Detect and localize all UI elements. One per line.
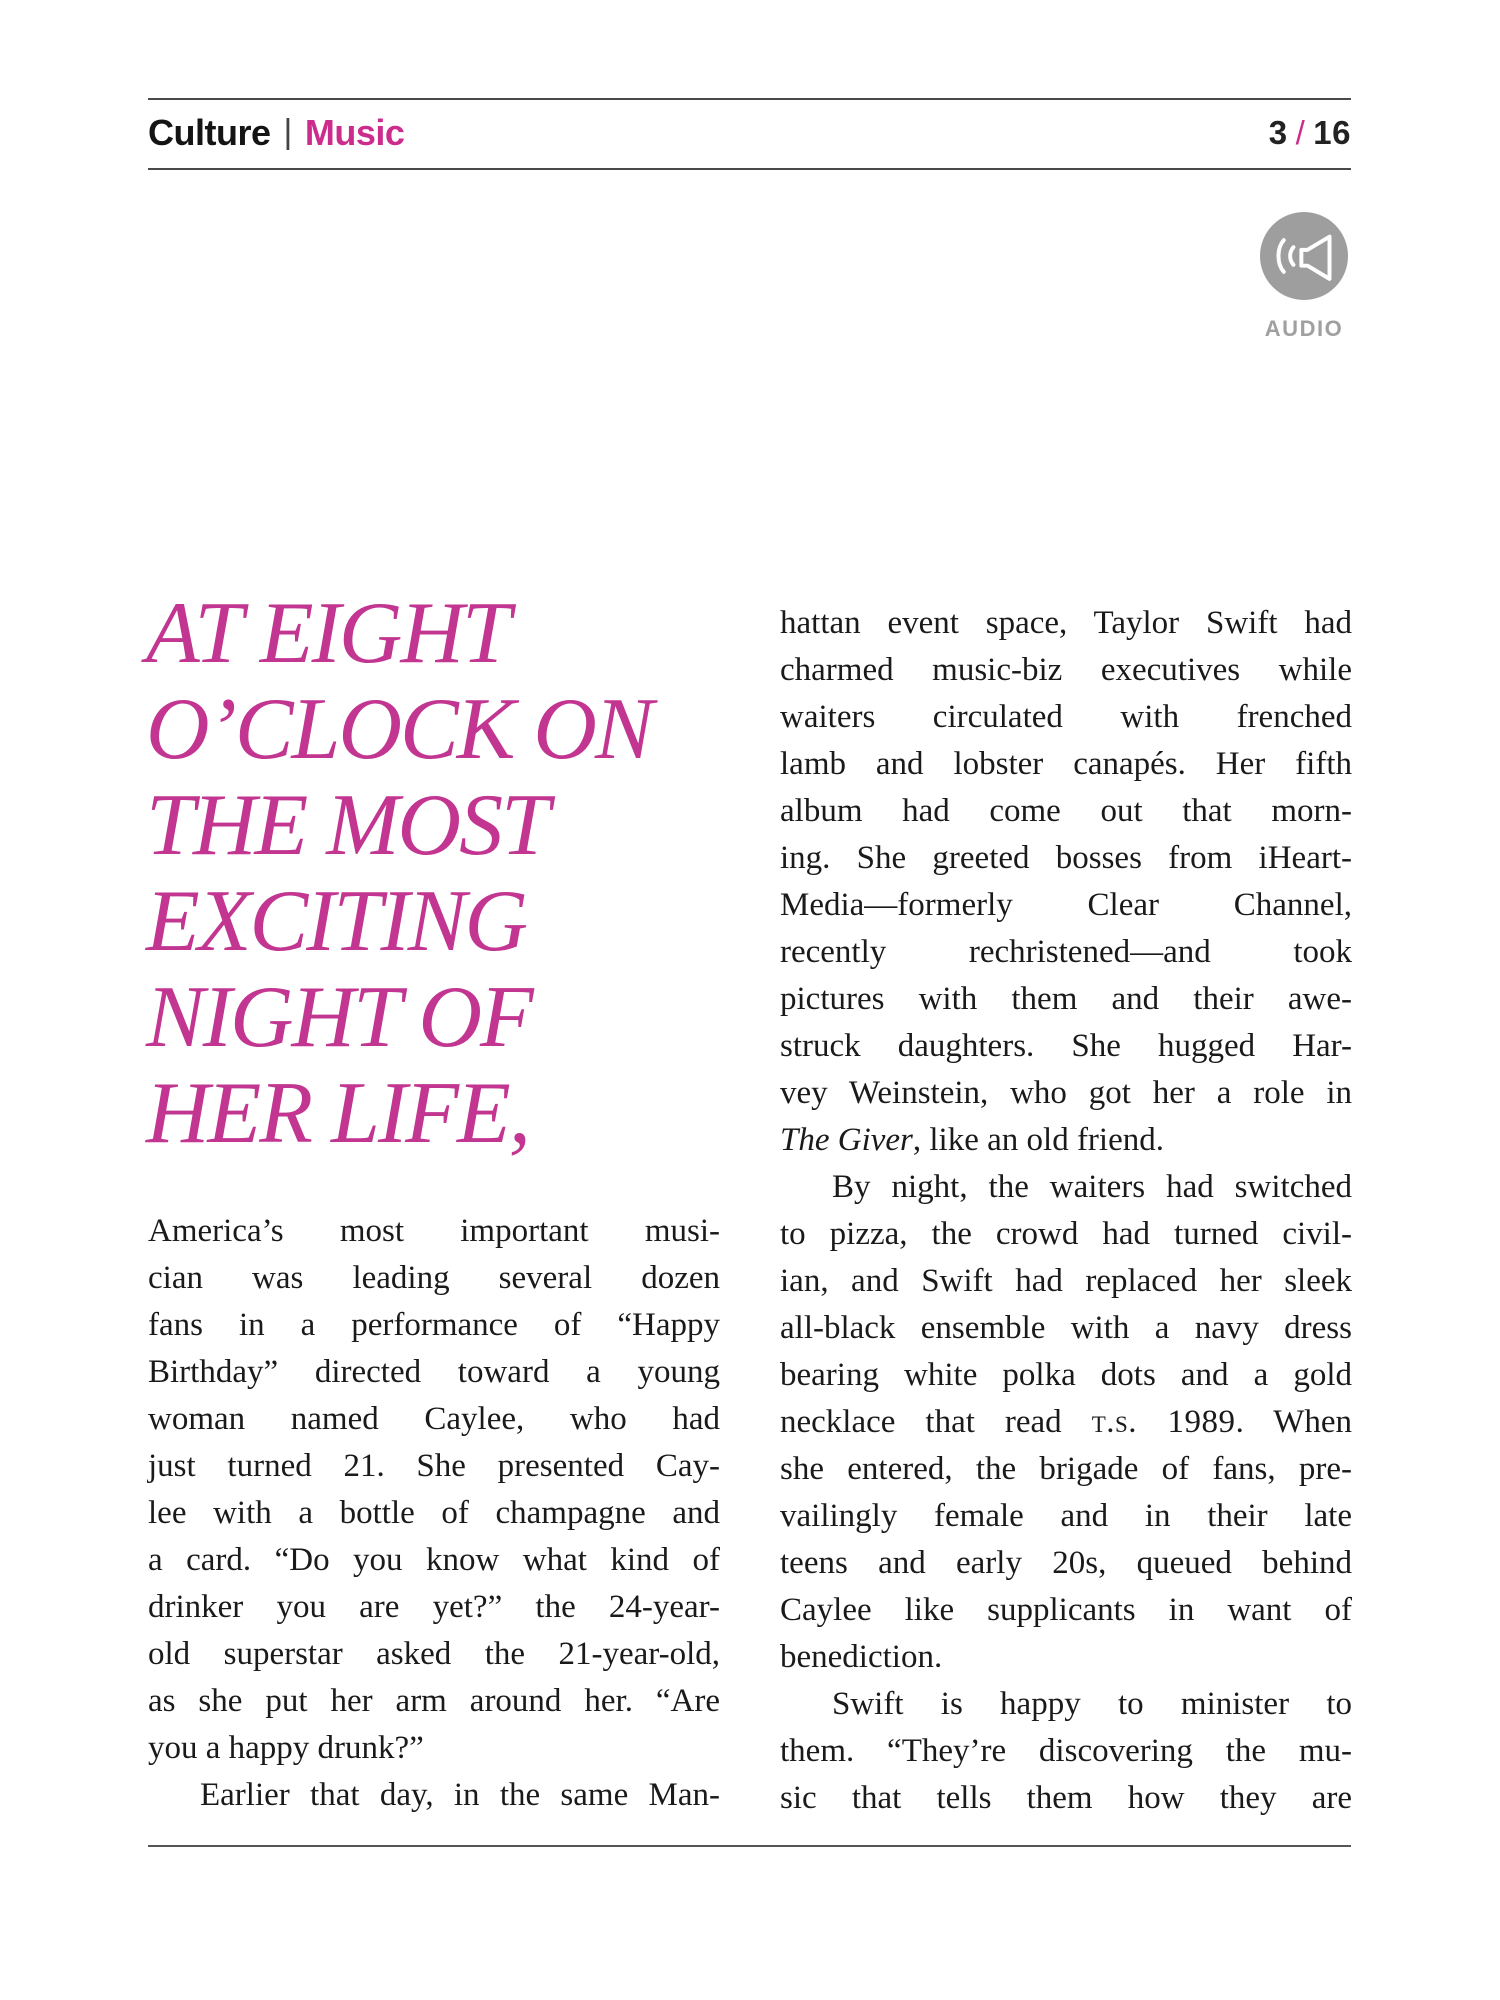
article-text: . When (1235, 1404, 1353, 1440)
article-text: lamb and lobster canapés. Her fifth (780, 746, 1352, 782)
article-text: vailingly female and in their late (780, 1498, 1352, 1534)
article-text: ing. She greeted bosses from iHeart- (780, 840, 1352, 876)
article-line (148, 1725, 720, 1772)
article-line (780, 976, 1352, 1023)
article-line (148, 1208, 720, 1255)
article-line (780, 1587, 1352, 1634)
article-line (780, 1728, 1352, 1775)
article-headline (146, 586, 756, 1162)
article-line (780, 1352, 1352, 1399)
article-text: By night, the waiters had switched (832, 1169, 1352, 1205)
subsection-label: Music (304, 112, 405, 153)
breadcrumb (148, 112, 404, 154)
article-text: album had come out that morn- (780, 793, 1352, 829)
speaker-icon (1260, 212, 1348, 300)
article-line (780, 1117, 1352, 1164)
article-text: Earlier that day, in the same Man- (200, 1777, 720, 1813)
article-line (148, 1772, 720, 1819)
article-line (780, 788, 1352, 835)
article-text: to pizza, the crowd had turned civil- (780, 1216, 1352, 1252)
article-text: them. “They’re discovering the mu- (780, 1733, 1352, 1769)
headline-line: HER LIFE, (146, 1065, 529, 1162)
article-text: Birthday” directed toward a young (148, 1354, 720, 1390)
article-text-smallcaps: t.s. 1989 (1091, 1404, 1236, 1440)
article-line (780, 1258, 1352, 1305)
article-line (780, 1634, 1352, 1681)
section-divider: | (283, 113, 292, 151)
article-line (148, 1678, 720, 1725)
article-line (780, 835, 1352, 882)
article-text: she entered, the brigade of fans, pre- (780, 1451, 1352, 1487)
page-current: 3 (1268, 114, 1288, 151)
page-number (1269, 114, 1351, 152)
article-line (780, 1211, 1352, 1258)
article-line (780, 1775, 1352, 1822)
article-line (780, 1399, 1352, 1446)
article-column-right (780, 600, 1352, 1822)
article-text: benediction. (780, 1639, 943, 1675)
headline-line: THE MOST (146, 777, 549, 874)
article-line (780, 1540, 1352, 1587)
article-line (148, 1490, 720, 1537)
article-text: pictures with them and their awe- (780, 981, 1352, 1017)
article-line (148, 1631, 720, 1678)
article-line (148, 1302, 720, 1349)
article-text: cian was leading several dozen (148, 1260, 720, 1296)
article-text: woman named Caylee, who had (148, 1401, 720, 1437)
article-line (148, 1537, 720, 1584)
article-line (780, 929, 1352, 976)
article-text: hattan event space, Taylor Swift had (780, 605, 1352, 641)
article-text: charmed music-biz executives while (780, 652, 1352, 688)
article-text: struck daughters. She hugged Har- (780, 1028, 1352, 1064)
article-text: Caylee like supplicants in want of (780, 1592, 1352, 1628)
article-line (780, 694, 1352, 741)
article-text: bearing white polka dots and a gold (780, 1357, 1352, 1393)
article-line (780, 741, 1352, 788)
footer-rule (148, 1845, 1351, 1847)
article-text: a card. “Do you know what kind of (148, 1542, 720, 1578)
article-line (148, 1255, 720, 1302)
article-line (780, 1446, 1352, 1493)
article-line (780, 1493, 1352, 1540)
article-line (780, 882, 1352, 929)
article-line (780, 1681, 1352, 1728)
article-text: teens and early 20s, queued behind (780, 1545, 1352, 1581)
article-line (780, 1164, 1352, 1211)
page-total: 16 (1313, 114, 1351, 151)
section-label: Culture (148, 112, 271, 153)
article-text: Swift is happy to minister to (832, 1686, 1352, 1722)
article-text: Media—formerly Clear Channel, (780, 887, 1352, 923)
article-text: , like an old friend. (912, 1122, 1164, 1158)
article-text: America’s most important musi- (148, 1213, 720, 1249)
page-header (148, 100, 1351, 166)
article-text: vey Weinstein, who got her a role in (780, 1075, 1352, 1111)
article-text: just turned 21. She presented Cay- (148, 1448, 720, 1484)
article-text: lee with a bottle of champagne and (148, 1495, 720, 1531)
headline-line: O’CLOCK ON (146, 681, 652, 778)
article-text: you a happy drunk?” (148, 1730, 424, 1766)
article-text: sic that tells them how they are (780, 1780, 1352, 1816)
header-bottom-rule (148, 168, 1351, 170)
article-text: fans in a performance of “Happy (148, 1307, 720, 1343)
headline-line: AT EIGHT (146, 585, 509, 682)
article-text: necklace that read (780, 1404, 1092, 1440)
article-line (148, 1443, 720, 1490)
article-column-left (148, 1208, 720, 1819)
article-text: recently rechristened—and took (780, 934, 1352, 970)
article-text: ian, and Swift had replaced her sleek (780, 1263, 1352, 1299)
article-line (148, 1584, 720, 1631)
audio-circle[interactable] (1260, 212, 1348, 300)
article-text: waiters circulated with frenched (780, 699, 1352, 735)
article-text: as she put her arm around her. “Are (148, 1683, 720, 1719)
article-line (780, 1023, 1352, 1070)
article-line (780, 647, 1352, 694)
headline-line: NIGHT OF (146, 969, 532, 1066)
article-line (148, 1349, 720, 1396)
page-separator: / (1295, 114, 1306, 151)
article-text: all-black ensemble with a navy dress (780, 1310, 1352, 1346)
headline-line: EXCITING (146, 873, 526, 970)
article-text-italic: The Giver (780, 1122, 913, 1158)
article-line (780, 1070, 1352, 1117)
article-text: old superstar asked the 21-year-old, (148, 1636, 720, 1672)
article-text: drinker you are yet?” the 24-year- (148, 1589, 720, 1625)
article-line (780, 1305, 1352, 1352)
article-line (148, 1396, 720, 1443)
audio-button[interactable] (1244, 212, 1364, 342)
audio-label: AUDIO (1264, 316, 1344, 341)
article-line (780, 600, 1352, 647)
